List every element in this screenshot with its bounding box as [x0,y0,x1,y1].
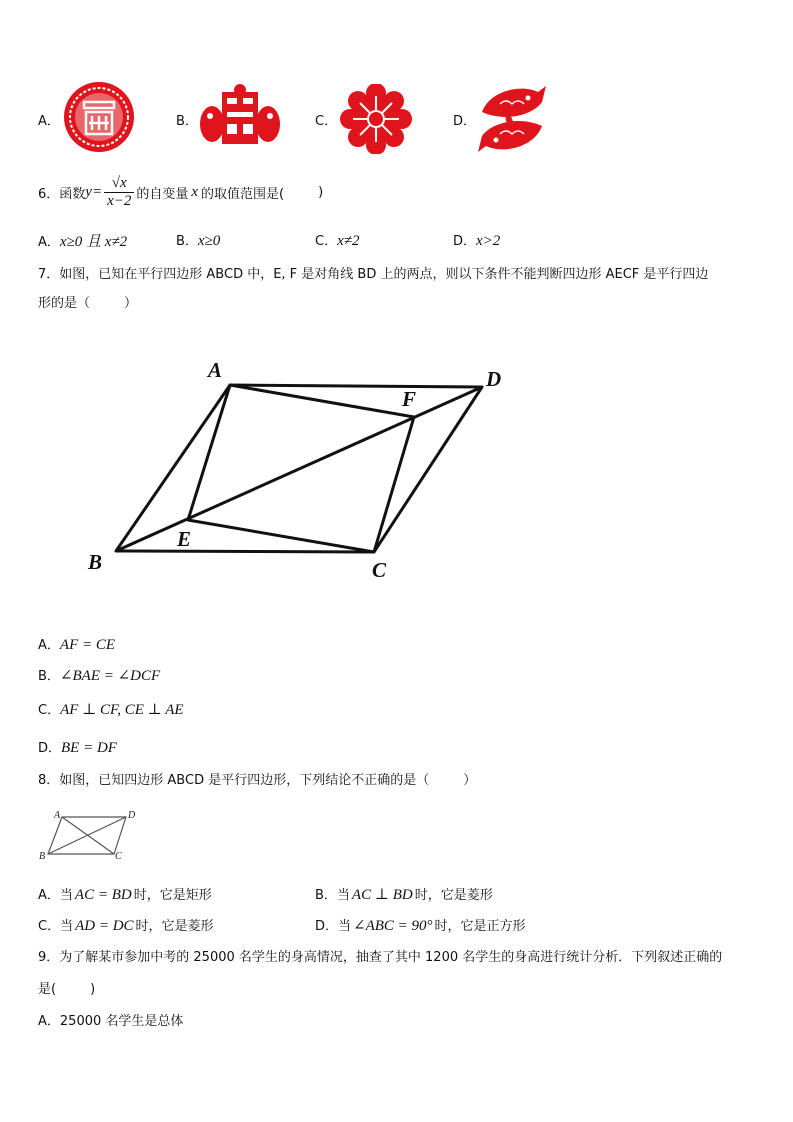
q7-stem-line1: 7．如图，已知在平行四边形 ABCD 中，E, F 是对角线 BD 上的两点，则以下条件不能判断四边形 AECF 是平行四边 [38,267,709,282]
double-happiness-lions-papercut-icon [200,84,280,152]
q8-vertex-d: D [128,810,136,821]
q8-option-b: B．当 AC ⊥ BD 时，它是菱形 [315,887,493,903]
q9-stem-line1: 9．为了解某市参加中考的 25000 名学生的身高情况，抽查了其中 1200 名学生的身高进行统计分析．下列叙述正确的 [38,950,723,965]
flower-papercut-icon [338,84,414,154]
q8-vertex-b: B [39,851,46,862]
two-fish-papercut-icon [476,82,548,156]
q8-option-c: C．当 AD = DC 时，它是菱形 [38,918,214,934]
q8-parallelogram-figure [36,806,146,864]
q8-vertex-a: A [54,810,61,821]
q6-option-d: D．x>2 [453,233,501,249]
q8-option-a: A．当 AC = BD 时，它是矩形 [38,887,212,903]
q6-function-lhs: y= [85,183,103,200]
q6-stem-after: 的自变量 [136,186,189,202]
q7-parallelogram-figure [80,355,520,595]
q6-denominator: x−2 [107,192,132,209]
q7-option-c: C．AF ⊥ CF, CE ⊥ AE [38,702,184,718]
q6-stem [38,170,323,214]
q7-option-d: D．BE = DF [38,740,117,756]
q5-option-d-label: D． [453,114,477,129]
q6-option-b: B．x≥0 [176,233,221,249]
q7-stem-line2: 形的是（ ） [38,296,138,311]
q5-option-c-label: C． [315,114,338,129]
vertex-label-a: A [208,358,223,382]
q6-option-a: A．x≥0 且 x≠2 [38,234,128,250]
point-label-e: E [177,527,192,551]
q6-number: 6．函数 [38,186,86,202]
q6-fraction [104,175,134,210]
q8-vertex-c: C [115,851,122,862]
q6-stem-tail: 的取值范围是( [201,186,285,202]
q5-option-a-label: A． [38,114,60,129]
vertex-label-b: B [88,550,103,574]
point-label-f: F [402,387,417,411]
vertex-label-c: C [372,558,387,582]
q5-option-b-label: B． [176,114,198,129]
q8-option-d: D．当 ∠ABC = 90° 时，它是正方形 [315,918,526,934]
fu-character-papercut-icon [62,80,136,154]
q8-stem: 8．如图，已知四边形 ABCD 是平行四边形，下列结论不正确的是（ ） [38,773,477,788]
q6-close: ) [318,184,324,200]
q6-option-c: C．x≠2 [315,233,360,249]
vertex-label-d: D [486,367,502,391]
q7-option-a: A．AF = CE [38,637,116,653]
q6-variable: x [191,183,199,200]
q7-option-b: B．∠BAE = ∠DCF [38,668,161,684]
q9-stem-line2: 是( ) [38,982,96,997]
q9-option-a: A．25000 名学生是总体 [38,1014,184,1029]
q6-numerator: √x [104,175,134,193]
